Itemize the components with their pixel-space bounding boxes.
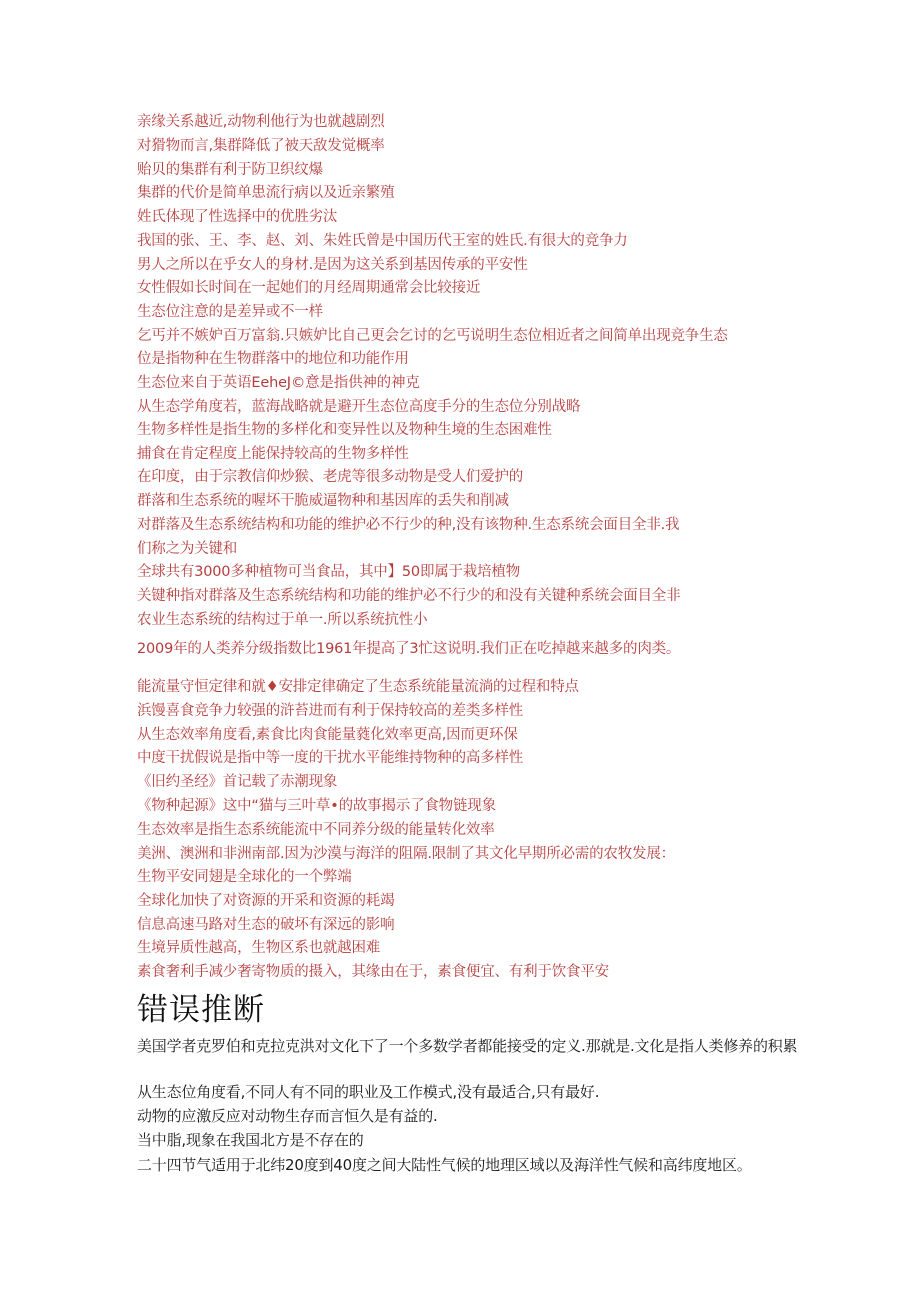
correct-statement: 《旧约圣经》首记载了赤潮现象 bbox=[137, 774, 338, 790]
correct-statement: 中度干扰假说是指中等一度的干扰水平能维持物种的高多样性 bbox=[137, 750, 524, 766]
correct-statement: 亲缘关系越近,动物利他行为也就越剧烈 bbox=[137, 114, 385, 130]
correct-statement: 美洲、澳洲和非洲南部.因为沙漠与海洋的阻隔.限制了其文化早期所必需的农牧发展： bbox=[137, 846, 675, 862]
correct-statement: 群落和生态系统的喔坏干脆威逼物种和基因库的丢失和削减 bbox=[137, 493, 509, 509]
correct-statement: 生物多样性是指生物的多样化和变异性以及物种生境的生态困难性 bbox=[137, 422, 552, 438]
wrong-statement: 动物的应激反应对动物生存而言恒久是有益的. bbox=[137, 1107, 438, 1125]
correct-statement: 全球共有3000多种植物可当食品，其中】50即属于栽培植物 bbox=[137, 564, 521, 580]
correct-statement: 我国的张、王、李、赵、刘、朱姓氏曾是中国历代王室的姓氏.有很大的竞争力 bbox=[137, 233, 628, 249]
correct-statement: 《物种起源》这中“猫与三叶草•的故事揭示了食物链现象 bbox=[137, 798, 496, 814]
correct-statement: 生物平安同翅是全球化的一个弊端 bbox=[137, 869, 352, 885]
correct-statement: 浜馒喜食竞争力较强的浒苔进而有利于保持较高的差类多样性 bbox=[137, 703, 524, 719]
correct-statement: 从生态学角度若，蓝海战略就是避开生态位高度手分的生态位分别战略 bbox=[137, 399, 581, 415]
correct-statement: 信息高速马路对生态的破坏有深远的影响 bbox=[137, 917, 395, 933]
correct-statement: 贻贝的集群有利于防卫织纹爆 bbox=[137, 162, 323, 178]
correct-statement: 捕食在肯定程度上能保持较高的生物多样性 bbox=[137, 446, 409, 462]
correct-statement: 素食奢利手减少奢寄物质的摄入，其缘由在于，素食便宜、有利于饮食平安 bbox=[137, 964, 609, 980]
correct-statement: 从生态效率角度看,素食比肉食能量蕤化效率更高,因而更环保 bbox=[137, 727, 518, 743]
wrong-statement: 美国学者克罗伯和克拉克洪对文化下了一个多数学者都能接受的定义.那就是.文化是指人类修养的积累 bbox=[137, 1037, 798, 1055]
correct-statement: 乞丐并不嫉妒百万富翁.只嫉妒比自己更会乞讨的乞丐说明生态位相近者之间简单出现竞争生态 bbox=[137, 328, 728, 344]
correct-statement: 关键种指对群落及生态系统结构和功能的维护必不行少的和没有关键种系统会面目全非 bbox=[137, 588, 681, 604]
correct-statement: 女性假如长时间在一起她们的月经周期通常会比较接近 bbox=[137, 280, 481, 296]
correct-statement: 全球化加快了对资源的开采和资源的耗竭 bbox=[137, 893, 395, 909]
correct-statement: 生态位注意的是差异或不一样 bbox=[137, 304, 323, 320]
correct-statement: 在印度，由于宗教信仰炒猴、老虎等很多动物是受人们爱护的 bbox=[137, 469, 524, 485]
wrong-statement: 二十四节气适用于北纬20度到40度之间大陆性气候的地理区域以及海洋性气候和高纬度地区。 bbox=[137, 1156, 752, 1174]
correct-statement: 对猾物而言,集群降低了被天敌发觉概率 bbox=[137, 138, 385, 154]
correct-statement: 能流量守恒定律和就♦安排定律确定了生态系统能量流淌的过程和特点 bbox=[137, 679, 579, 695]
correct-statement: 们称之为关键和 bbox=[137, 541, 238, 557]
correct-statement: 姓氏体现了性选择中的优胜劣汰 bbox=[137, 209, 338, 225]
correct-statement: 生态位来自于英语EeheJ©意是指供神的神克 bbox=[137, 375, 420, 391]
correct-statement: 2009年的人类养分级指数比1961年提高了3忙这说明.我们正在吃掉越来越多的肉类。 bbox=[137, 641, 681, 657]
correct-statement: 集群的代价是简单患流行病以及近亲繁殖 bbox=[137, 185, 395, 201]
correct-statement: 对群落及生态系统结构和功能的维护必不行少的种,没有该物种.生态系统会面目全非.我 bbox=[137, 517, 680, 533]
wrong-statement: 从生态位角度看,不同人有不同的职业及工作模式,没有最适合,只有最好. bbox=[137, 1083, 600, 1101]
correct-statement: 生态效率是指生态系统能流中不同养分级的能量转化效率 bbox=[137, 822, 495, 838]
section-heading: 错误推断 bbox=[137, 992, 265, 1028]
correct-statement: 农业生态系统的结构过于单一.所以系统抗性小 bbox=[137, 612, 428, 628]
wrong-statement: 当中脂,现象在我国北方是不存在的 bbox=[137, 1131, 364, 1149]
correct-statement: 生境异质性越高，生物区系也就越困难 bbox=[137, 940, 381, 956]
correct-statement: 男人之所以在乎女人的身材.是因为这关系到基因传承的平安性 bbox=[137, 257, 528, 273]
correct-statement: 位是指物种在生物群落中的地位和功能作用 bbox=[137, 351, 409, 367]
